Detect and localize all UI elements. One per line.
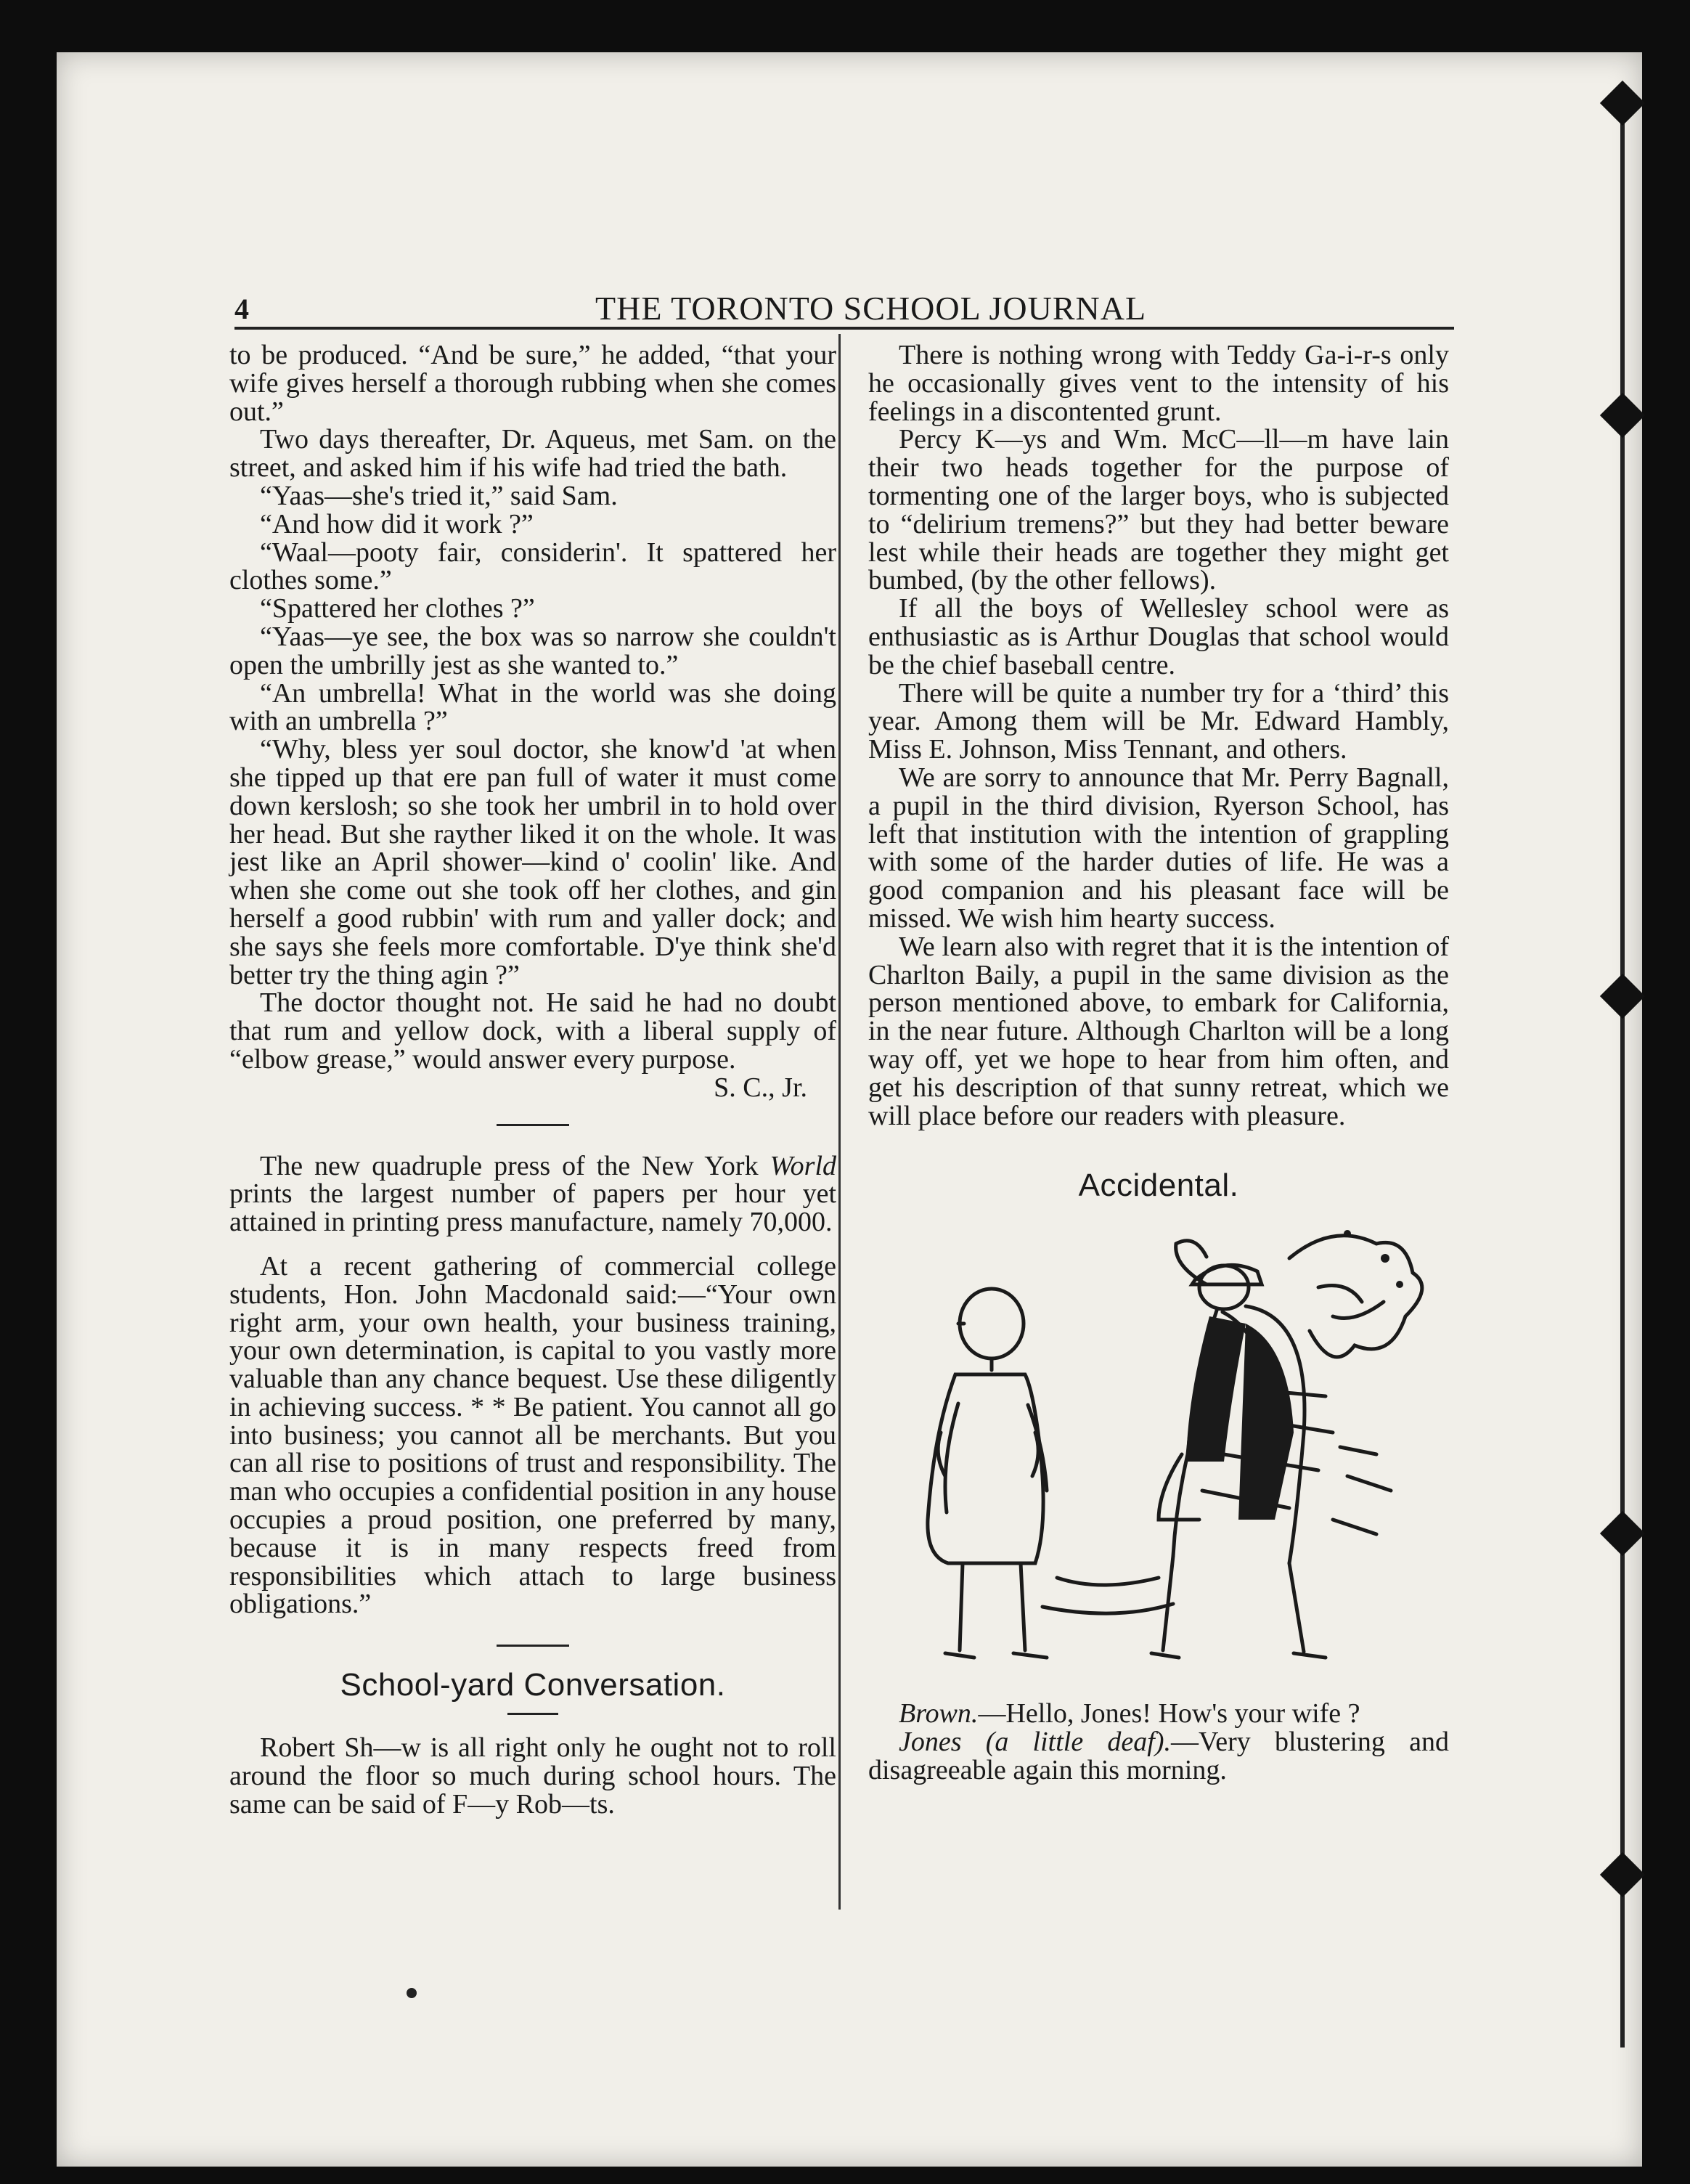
column-divider bbox=[838, 334, 841, 1910]
news-paragraph: Percy K—ys and Wm. McC—ll—m have lain their two heads together for the purpose of tormenting one of the larger boys, who is subjected to “delirium tremens?” but they had better beware lest while their heads are together they might get bumbed, (by the other fellows). bbox=[868, 424, 1449, 596]
page-number: 4 bbox=[234, 293, 249, 325]
news-paragraph: We are sorry to announce that Mr. Perry Bagnall, a pupil in the third division, Ryerson School, has left that institution with the intention of grappling with some of the harder duties of life. He was a good companion and his pleasant face will be missed. We wish him hearty success. bbox=[868, 762, 1449, 934]
story-paragraph: Two days thereafter, Dr. Aqueus, met Sam. on the street, and asked him if his wife had tried the bath. bbox=[229, 424, 836, 484]
ink-dot bbox=[407, 1988, 417, 1998]
story-paragraph: “Why, bless yer soul doctor, she know'd 'at when she tipped up that ere pan full of water it must come down kerslosh; so she took her umbril in to hold over her head. But she rayther liked it on the whole. It was jest like an April shower—kind o' coolin' like. And when she come out she took off her clothes, and gin herself a good rubbin' with rum and yaller dock; and she says she feels more comfortable. D'ye think she'd better try the thing agin ?” bbox=[229, 734, 836, 990]
right-column bbox=[868, 341, 1449, 1785]
news-paragraph bbox=[229, 1152, 836, 1236]
binding-edge bbox=[1620, 87, 1625, 2048]
caption-line bbox=[868, 1728, 1449, 1785]
section-rule bbox=[497, 1124, 569, 1126]
story-paragraph: “Spattered her clothes ?” bbox=[260, 593, 535, 624]
section-rule bbox=[507, 1713, 558, 1715]
caption-text: —Hello, Jones! How's your wife ? bbox=[978, 1698, 1360, 1729]
news-paragraph: Robert Sh—w is all right only he ought not to roll around the floor so much during school hours. The same can be said of F—y Rob—ts. bbox=[229, 1732, 836, 1820]
section-rule bbox=[497, 1645, 569, 1647]
caption-text: —Very blustering and disagreeable again this morning. bbox=[868, 1726, 1449, 1785]
caption-speaker: Brown. bbox=[899, 1698, 979, 1729]
news-text: The new quadruple press of the New York bbox=[260, 1150, 759, 1181]
news-paragraph: There will be quite a number try for a ‘third’ this year. Among them will be Mr. Edward Hambly, Miss E. Johnson, Miss Tennant, and others. bbox=[868, 677, 1449, 765]
header-rule bbox=[234, 327, 1454, 330]
left-column bbox=[229, 341, 836, 1818]
section-heading: Accidental. bbox=[1078, 1168, 1239, 1204]
story-paragraph: “And how did it work ?” bbox=[260, 508, 534, 539]
newspaper-name: World bbox=[770, 1150, 837, 1181]
section-heading: School-yard Conversation. bbox=[340, 1667, 726, 1703]
caption-speaker: Jones (a little deaf). bbox=[899, 1726, 1171, 1757]
news-paragraph: At a recent gathering of commercial college students, Hon. John Macdonald said:—“Your own right arm, your own health, your business training, your own determination, is capital to you vastly more valuable than any chance bequest. Use these diligently in achieving success. * * Be patient. You cannot all go into business; you cannot all be merchants. But you can all rise to positions of trust and responsibility. The man who occupies a confidential position in any house occupies a proud position, one preferred by many, because it is in many respects freed from responsibilities which attach to large business obligations.” bbox=[229, 1250, 836, 1620]
journal-title: THE TORONTO SCHOOL JOURNAL bbox=[595, 290, 1147, 327]
cartoon-illustration bbox=[883, 1215, 1434, 1687]
spacer bbox=[229, 1236, 836, 1252]
news-paragraph: We learn also with regret that it is the intention of Charlton Baily, a pupil in the same division as the person mentioned above, to embark for California, in the near future. Although Charlton will be a long way off, yet we hope to hear from him often, and get his description of that sunny retreat, which we will place before our readers with pleasure. bbox=[868, 931, 1449, 1131]
cartoon-caption bbox=[868, 1700, 1449, 1784]
story-paragraph: “Yaas—ye see, the box was so narrow she couldn't open the umbrilly jest as she wanted to.” bbox=[229, 621, 836, 680]
story-paragraph: The doctor thought not. He said he had no doubt that rum and yellow dock, with a liberal supply of “elbow grease,” would answer every purpose. bbox=[229, 987, 836, 1075]
news-text: prints the largest number of papers per hour yet attained in printing press manufacture, namely 70,000. bbox=[229, 1178, 836, 1238]
story-paragraph: “Yaas—she's tried it,” said Sam. bbox=[260, 480, 618, 511]
caption-line bbox=[868, 1700, 1449, 1728]
news-paragraph: If all the boys of Wellesley school were as enthusiastic as is Arthur Douglas that school would be the chief baseball centre. bbox=[868, 593, 1449, 680]
author-signature: S. C., Jr. bbox=[714, 1072, 807, 1103]
news-paragraph: There is nothing wrong with Teddy Ga-i-r-s only he occasionally gives vent to the intensity of his feelings in a discontented grunt. bbox=[868, 340, 1449, 427]
story-paragraph: “Waal—pooty fair, considerin'. It spattered her clothes some.” bbox=[229, 537, 836, 596]
story-paragraph: to be produced. “And be sure,” he added, “that your wife gives herself a thorough rubbing when she comes out.” bbox=[229, 340, 836, 427]
story-paragraph: “An umbrella! What in the world was she doing with an umbrella ?” bbox=[229, 677, 836, 737]
